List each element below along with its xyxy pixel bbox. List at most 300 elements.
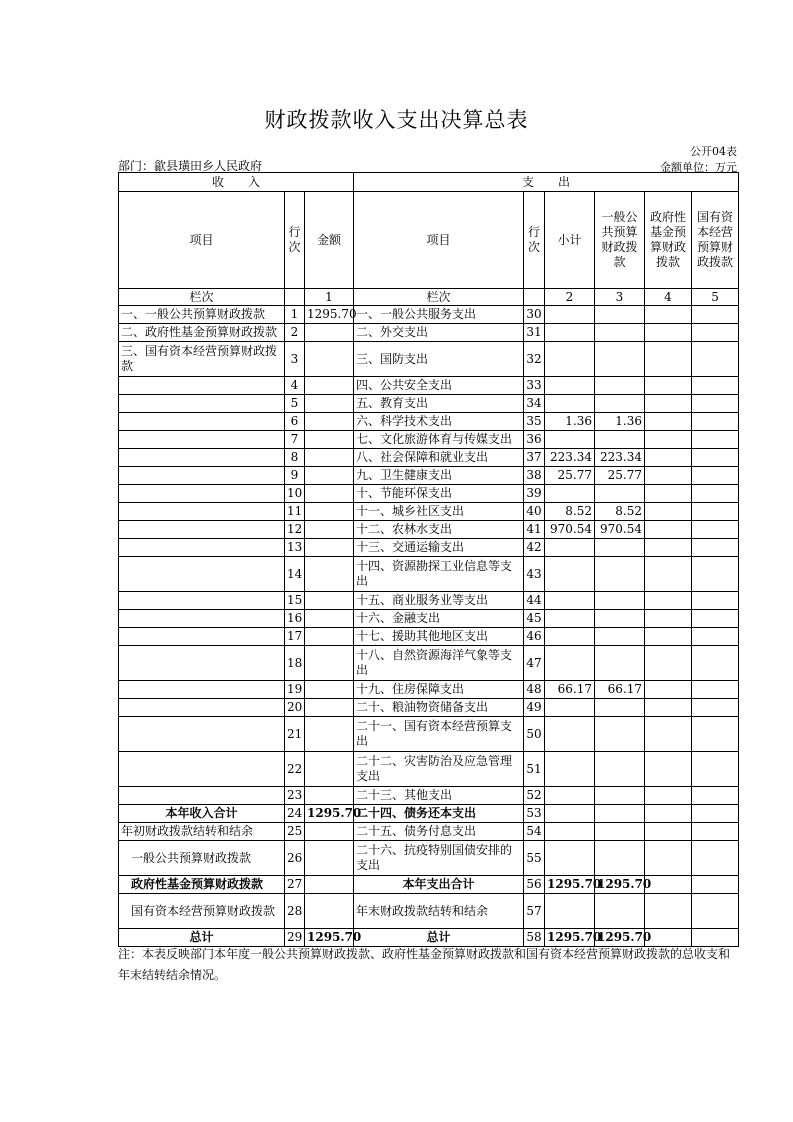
fund-budget-amount: [645, 503, 692, 521]
expense-item: 十五、商业服务业等支出: [354, 592, 524, 610]
state-capital-amount: [692, 841, 739, 876]
expense-line-number: 35: [524, 413, 545, 431]
income-line-number: 12: [285, 521, 305, 539]
expense-item: 二十三、其他支出: [354, 787, 524, 805]
fund-budget-amount: [645, 894, 692, 929]
table-row: [119, 342, 739, 377]
income-item: [119, 431, 285, 449]
general-budget-amount: [595, 805, 645, 823]
income-header: 收 入: [119, 173, 354, 192]
subtotal-amount: 66.17: [545, 681, 595, 699]
general-budget-amount: [595, 610, 645, 628]
fund-budget-amount: [645, 431, 692, 449]
expense-item: 二十、粮油物资储备支出: [354, 699, 524, 717]
general-budget-amount: [595, 592, 645, 610]
fund-budget-amount: [645, 876, 692, 894]
expense-line-number: 31: [524, 324, 545, 342]
expense-header: 支 出: [354, 173, 739, 192]
state-capital-amount: [692, 610, 739, 628]
subtotal-amount: [545, 805, 595, 823]
expense-item: 十六、金融支出: [354, 610, 524, 628]
expense-line-number: 38: [524, 467, 545, 485]
expense-line-number: 33: [524, 377, 545, 395]
expense-line-number: 45: [524, 610, 545, 628]
income-line-number: 25: [285, 823, 305, 841]
expense-item: 二十六、抗疫特别国债安排的支出: [354, 841, 524, 876]
fund-budget-amount: [645, 413, 692, 431]
column-index-label: 栏次: [119, 289, 285, 306]
fund-budget-amount: [645, 699, 692, 717]
fund-budget-amount: [645, 646, 692, 681]
general-budget-amount: [595, 557, 645, 592]
income-amount: [305, 485, 354, 503]
subtotal-amount: 223.34: [545, 449, 595, 467]
state-capital-amount: [692, 324, 739, 342]
fund-budget-amount: [645, 557, 692, 592]
table-row: [119, 467, 739, 485]
income-line-number: 9: [285, 467, 305, 485]
general-budget-amount: [595, 646, 645, 681]
income-line-number: 3: [285, 342, 305, 377]
fund-budget-amount: [645, 449, 692, 467]
income-item: [119, 681, 285, 699]
general-budget-amount: 1.36: [595, 413, 645, 431]
table-row: [119, 752, 739, 787]
income-line-number: 17: [285, 628, 305, 646]
state-capital-amount: [692, 342, 739, 377]
subtotal-amount: 1295.70: [545, 876, 595, 894]
income-line-number: 13: [285, 539, 305, 557]
income-item-header: 项目: [119, 192, 285, 289]
income-item: [119, 521, 285, 539]
subtotal-amount: [545, 395, 595, 413]
income-item: 本年收入合计: [119, 805, 285, 823]
expense-item: 本年支出合计: [354, 876, 524, 894]
income-amount: [305, 610, 354, 628]
general-budget-amount: [595, 628, 645, 646]
state-capital-amount: [692, 377, 739, 395]
state-capital-amount: [692, 717, 739, 752]
fund-budget-amount: [645, 841, 692, 876]
table-row: [119, 306, 739, 324]
subtotal-amount: [545, 377, 595, 395]
general-budget-amount: [595, 717, 645, 752]
subtotal-amount: 25.77: [545, 467, 595, 485]
table-note: 注：本表反映部门本年度一般公共预算财政拨款、政府性基金预算财政拨款和国有资本经营预算财政拨款的总收支和年末结转结余情况。: [118, 947, 731, 982]
fund-budget-amount: [645, 787, 692, 805]
subtotal-amount: 970.54: [545, 521, 595, 539]
income-line-number: 28: [285, 894, 305, 929]
income-line-number: 24: [285, 805, 305, 823]
income-item: 二、政府性基金预算财政拨款: [119, 324, 285, 342]
expense-line-number: 44: [524, 592, 545, 610]
income-amount: [305, 521, 354, 539]
general-budget-amount: [595, 699, 645, 717]
income-item: [119, 377, 285, 395]
general-budget-amount: 25.77: [595, 467, 645, 485]
income-amount: [305, 377, 354, 395]
income-amount: [305, 717, 354, 752]
column-index-3: 3: [595, 289, 645, 306]
general-budget-amount: [595, 752, 645, 787]
general-budget-amount: [595, 841, 645, 876]
subtotal-amount: [545, 592, 595, 610]
state-capital-amount: [692, 395, 739, 413]
expense-item: 十一、城乡社区支出: [354, 503, 524, 521]
column-index-5: 5: [692, 289, 739, 306]
fund-budget-amount: [645, 717, 692, 752]
subtotal-amount: [545, 841, 595, 876]
income-amount: [305, 699, 354, 717]
state-capital-amount: [692, 876, 739, 894]
income-amount: [305, 431, 354, 449]
income-item: 一般公共预算财政拨款: [119, 841, 285, 876]
income-amount: [305, 787, 354, 805]
state-capital-amount: [692, 752, 739, 787]
state-capital-amount: [692, 699, 739, 717]
state-capital-amount: [692, 449, 739, 467]
budget-table: [118, 172, 739, 947]
subtotal-amount: [545, 539, 595, 557]
income-item: [119, 752, 285, 787]
state-capital-amount: [692, 894, 739, 929]
expense-line-number: 34: [524, 395, 545, 413]
fund-budget-amount: [645, 395, 692, 413]
expense-item: 九、卫生健康支出: [354, 467, 524, 485]
expense-item: 五、教育支出: [354, 395, 524, 413]
subtotal-amount: [545, 717, 595, 752]
table-row: [119, 324, 739, 342]
table-row: [119, 485, 739, 503]
income-line-number: 6: [285, 413, 305, 431]
expense-line-number: 54: [524, 823, 545, 841]
general-budget-amount: [595, 823, 645, 841]
expense-item: 年末财政拨款结转和结余: [354, 894, 524, 929]
expense-line-number: 47: [524, 646, 545, 681]
income-item: 一、一般公共预算财政拨款: [119, 306, 285, 324]
income-amount: [305, 841, 354, 876]
fund-budget-amount: [645, 752, 692, 787]
fund-budget-amount: [645, 306, 692, 324]
expense-line-number: 41: [524, 521, 545, 539]
expense-item: 十、节能环保支出: [354, 485, 524, 503]
income-item: [119, 539, 285, 557]
subtotal-amount: 8.52: [545, 503, 595, 521]
fund-budget-amount: [645, 823, 692, 841]
state-capital-amount: [692, 413, 739, 431]
fund-budget-amount: [645, 681, 692, 699]
income-amount: [305, 395, 354, 413]
expense-item: 二十四、债务还本支出: [354, 805, 524, 823]
income-item: 总计: [119, 929, 285, 947]
general-budget-amount: 223.34: [595, 449, 645, 467]
income-item: 国有资本经营预算财政拨款: [119, 894, 285, 929]
income-item: 年初财政拨款结转和结余: [119, 823, 285, 841]
income-amount: [305, 557, 354, 592]
income-item: [119, 592, 285, 610]
table-row: [119, 681, 739, 699]
income-amount: [305, 342, 354, 377]
subtotal-amount: [545, 324, 595, 342]
income-item: [119, 610, 285, 628]
fund-budget-header: 政府性基金预算财政拨款: [645, 192, 692, 289]
income-line-number: 20: [285, 699, 305, 717]
income-amount: [305, 823, 354, 841]
state-capital-amount: [692, 805, 739, 823]
expense-line-number: 46: [524, 628, 545, 646]
income-line-number: 27: [285, 876, 305, 894]
income-item: [119, 413, 285, 431]
expense-line-number: 53: [524, 805, 545, 823]
subtotal-amount: 1.36: [545, 413, 595, 431]
expense-item: 二十一、国有资本经营预算支出: [354, 717, 524, 752]
income-item: [119, 699, 285, 717]
income-line-number: 15: [285, 592, 305, 610]
income-item: [119, 449, 285, 467]
income-amount: [305, 467, 354, 485]
expense-item: 十九、住房保障支出: [354, 681, 524, 699]
expense-item: 十七、援助其他地区支出: [354, 628, 524, 646]
expense-line-number: 56: [524, 876, 545, 894]
table-row: [119, 699, 739, 717]
income-amount: [305, 324, 354, 342]
table-row: [119, 503, 739, 521]
subtotal-header: 小计: [545, 192, 595, 289]
fund-budget-amount: [645, 539, 692, 557]
subtotal-amount: 1295.70: [545, 929, 595, 947]
table-row: [119, 413, 739, 431]
income-amount: 1295.70: [305, 306, 354, 324]
general-budget-amount: 1295.70: [595, 929, 645, 947]
income-amount: [305, 592, 354, 610]
income-line-number: 5: [285, 395, 305, 413]
expense-item: 十二、农林水支出: [354, 521, 524, 539]
state-capital-amount: [692, 539, 739, 557]
subtotal-amount: [545, 752, 595, 787]
income-item: 政府性基金预算财政拨款: [119, 876, 285, 894]
state-capital-amount: [692, 306, 739, 324]
state-capital-amount: [692, 431, 739, 449]
income-amount: [305, 876, 354, 894]
expense-line-number: 37: [524, 449, 545, 467]
state-capital-amount: [692, 787, 739, 805]
income-line-number: 29: [285, 929, 305, 947]
table-row: [119, 805, 739, 823]
income-line-number: 23: [285, 787, 305, 805]
state-capital-amount: [692, 503, 739, 521]
expense-line-number: 39: [524, 485, 545, 503]
income-amount: 1295.70: [305, 805, 354, 823]
expense-item: 总计: [354, 929, 524, 947]
expense-item: 六、科学技术支出: [354, 413, 524, 431]
table-row: [119, 521, 739, 539]
general-budget-amount: [595, 787, 645, 805]
state-capital-amount: [692, 646, 739, 681]
column-index-4: 4: [645, 289, 692, 306]
state-capital-amount: [692, 557, 739, 592]
table-row: [119, 876, 739, 894]
subtotal-amount: [545, 699, 595, 717]
subtotal-amount: [545, 342, 595, 377]
income-line-number: 11: [285, 503, 305, 521]
unit-label: 金额单位：万元: [660, 161, 737, 174]
income-line-number: 19: [285, 681, 305, 699]
fund-budget-amount: [645, 592, 692, 610]
table-row: [119, 377, 739, 395]
income-line-number: 8: [285, 449, 305, 467]
expense-item: 八、社会保障和就业支出: [354, 449, 524, 467]
income-line-number: 2: [285, 324, 305, 342]
income-line-number: 21: [285, 717, 305, 752]
table-row: [119, 539, 739, 557]
expense-line-number: 36: [524, 431, 545, 449]
expense-item: 三、国防支出: [354, 342, 524, 377]
expense-line-number: 48: [524, 681, 545, 699]
subtotal-amount: [545, 823, 595, 841]
table-row: [119, 787, 739, 805]
subtotal-amount: [545, 431, 595, 449]
general-budget-amount: 8.52: [595, 503, 645, 521]
fund-budget-amount: [645, 342, 692, 377]
expense-item: 七、文化旅游体育与传媒支出: [354, 431, 524, 449]
fund-budget-amount: [645, 610, 692, 628]
general-budget-amount: [595, 539, 645, 557]
fund-budget-amount: [645, 805, 692, 823]
expense-item: 四、公共安全支出: [354, 377, 524, 395]
expense-line-number: 57: [524, 894, 545, 929]
subtotal-amount: [545, 557, 595, 592]
table-row: [119, 431, 739, 449]
state-capital-header: 国有资本经营预算财政拨款: [692, 192, 739, 289]
income-line-number: 22: [285, 752, 305, 787]
table-row: [119, 449, 739, 467]
general-budget-amount: [595, 395, 645, 413]
income-line-number: 7: [285, 431, 305, 449]
subtotal-amount: [545, 646, 595, 681]
expense-item: 十八、自然资源海洋气象等支出: [354, 646, 524, 681]
income-item: [119, 628, 285, 646]
expense-line-number: 30: [524, 306, 545, 324]
fund-budget-amount: [645, 521, 692, 539]
general-budget-amount: [595, 894, 645, 929]
table-row: [119, 592, 739, 610]
income-amount: [305, 503, 354, 521]
expense-item: 二十五、债务付息支出: [354, 823, 524, 841]
column-index-1: 1: [305, 289, 354, 306]
expense-line-number: 49: [524, 699, 545, 717]
general-budget-amount: [595, 306, 645, 324]
expense-item: 二十二、灾害防治及应急管理支出: [354, 752, 524, 787]
fund-budget-amount: [645, 485, 692, 503]
table-row: [119, 628, 739, 646]
page-title: 财政拨款收入支出决算总表: [264, 108, 529, 132]
income-line-number: 14: [285, 557, 305, 592]
income-item: [119, 717, 285, 752]
fund-budget-amount: [645, 628, 692, 646]
income-item: [119, 395, 285, 413]
subtotal-amount: [545, 787, 595, 805]
income-item: [119, 467, 285, 485]
table-row: [119, 557, 739, 592]
income-amount: [305, 681, 354, 699]
general-budget-amount: [595, 431, 645, 449]
income-item: 三、国有资本经营预算财政拨款: [119, 342, 285, 377]
expense-item: 十三、交通运输支出: [354, 539, 524, 557]
income-item: [119, 557, 285, 592]
expense-line-number: 42: [524, 539, 545, 557]
fund-budget-amount: [645, 324, 692, 342]
state-capital-amount: [692, 823, 739, 841]
income-line-number: 1: [285, 306, 305, 324]
income-item: [119, 646, 285, 681]
state-capital-amount: [692, 485, 739, 503]
state-capital-amount: [692, 521, 739, 539]
subtotal-amount: [545, 485, 595, 503]
state-capital-amount: [692, 592, 739, 610]
income-amount: [305, 628, 354, 646]
general-budget-amount: [595, 377, 645, 395]
income-line-number: 4: [285, 377, 305, 395]
table-row: [119, 610, 739, 628]
income-amount: [305, 646, 354, 681]
subtotal-amount: [545, 894, 595, 929]
expense-line-number: 52: [524, 787, 545, 805]
general-budget-amount: [595, 342, 645, 377]
general-budget-amount: 1295.70: [595, 876, 645, 894]
general-budget-amount: [595, 485, 645, 503]
income-amount: [305, 449, 354, 467]
table-row: [119, 395, 739, 413]
subtotal-amount: [545, 306, 595, 324]
state-capital-amount: [692, 467, 739, 485]
income-amount: 1295.70: [305, 929, 354, 947]
general-budget-amount: [595, 324, 645, 342]
income-line-number: 10: [285, 485, 305, 503]
income-item: [119, 485, 285, 503]
form-number: 公开04表: [690, 145, 737, 158]
fund-budget-amount: [645, 467, 692, 485]
expense-item: 十四、资源勘探工业信息等支出: [354, 557, 524, 592]
state-capital-amount: [692, 681, 739, 699]
state-capital-amount: [692, 628, 739, 646]
income-amount: [305, 539, 354, 557]
income-amount: [305, 894, 354, 929]
general-budget-amount: 66.17: [595, 681, 645, 699]
general-budget-amount: 970.54: [595, 521, 645, 539]
income-line-number: 16: [285, 610, 305, 628]
table-row: [119, 646, 739, 681]
expense-line-number: 50: [524, 717, 545, 752]
expense-item: 一、一般公共服务支出: [354, 306, 524, 324]
expense-line-number: 58: [524, 929, 545, 947]
column-index-label: 栏次: [354, 289, 524, 306]
expense-line-number: 32: [524, 342, 545, 377]
general-budget-header: 一般公共预算财政拨款: [595, 192, 645, 289]
income-line-header: 行次: [285, 192, 305, 289]
table-row: [119, 841, 739, 876]
income-item: [119, 787, 285, 805]
table-row: [119, 717, 739, 752]
expense-item: 二、外交支出: [354, 324, 524, 342]
department-label: 部门：歙县璜田乡人民政府: [118, 159, 263, 173]
income-amount: [305, 752, 354, 787]
income-amount-header: 金额: [305, 192, 354, 289]
expense-item-header: 项目: [354, 192, 524, 289]
fund-budget-amount: [645, 377, 692, 395]
expense-line-number: 51: [524, 752, 545, 787]
expense-line-number: 40: [524, 503, 545, 521]
expense-line-header: 行次: [524, 192, 545, 289]
